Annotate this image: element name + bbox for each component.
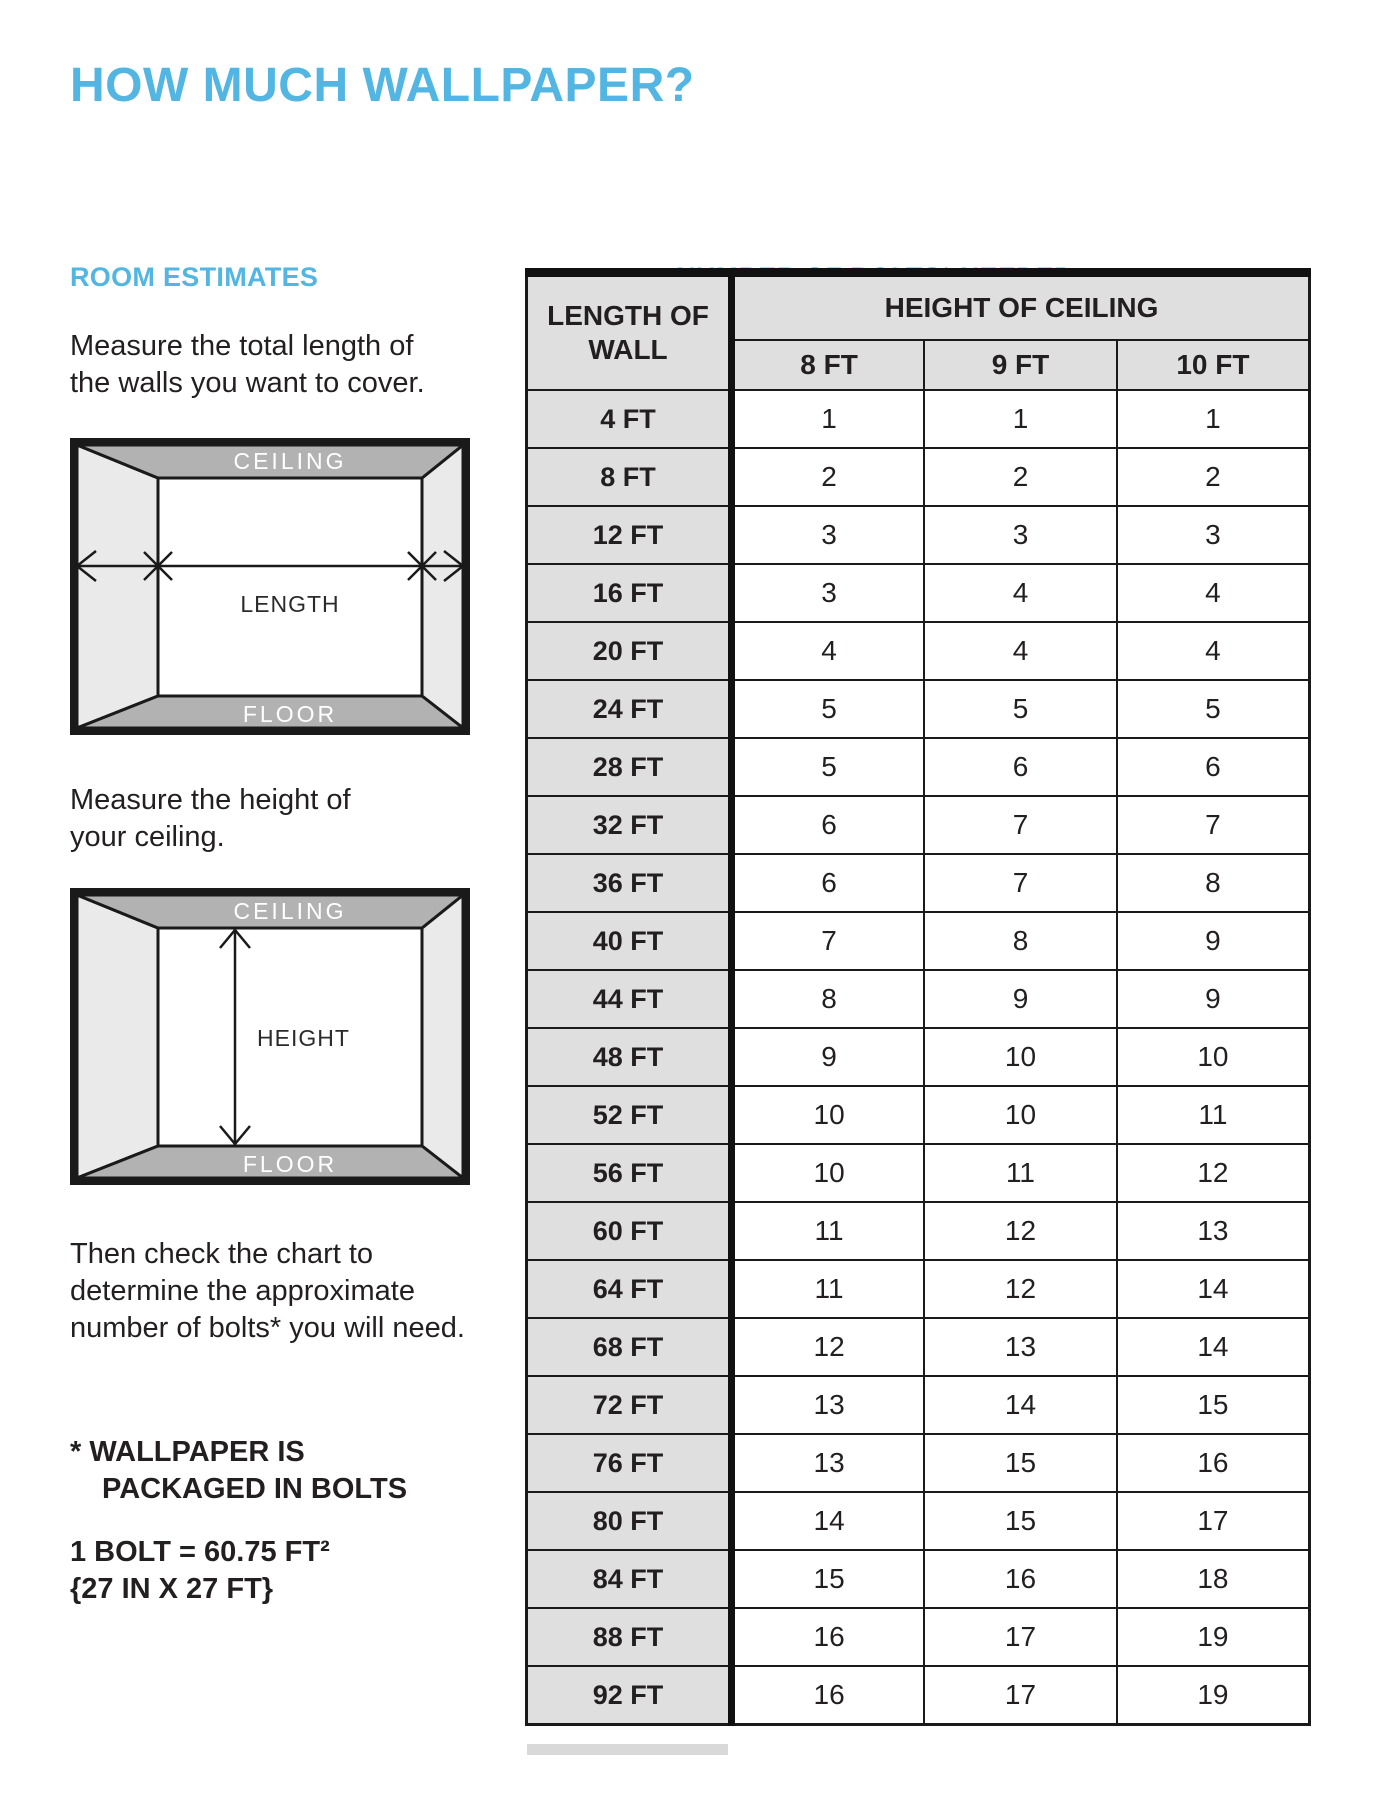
instruction-chart-line2: determine the approximate: [70, 1275, 415, 1307]
bolts-value-cell: 11: [1117, 1086, 1310, 1144]
bolts-value-cell: 3: [1117, 506, 1310, 564]
bolts-value-cell: 14: [924, 1376, 1117, 1434]
bolts-table: [525, 268, 1311, 1726]
bolt-size-line2: {27 IN X 27 FT}: [70, 1573, 274, 1605]
bolts-value-cell: 8: [732, 970, 925, 1028]
wall-length-cell: 36 FT: [527, 854, 732, 912]
bolts-value-cell: 14: [1117, 1260, 1310, 1318]
bolts-value-cell: 19: [1117, 1608, 1310, 1666]
wall-length-cell: 48 FT: [527, 1028, 732, 1086]
bolts-value-cell: 6: [924, 738, 1117, 796]
bolts-value-cell: 8: [924, 912, 1117, 970]
bolts-value-cell: 10: [732, 1144, 925, 1202]
length-label: LENGTH: [240, 591, 340, 617]
table-row: [527, 680, 1310, 738]
floor-label: FLOOR: [242, 1151, 338, 1177]
bolts-value-cell: 14: [1117, 1318, 1310, 1376]
wall-length-cell: 24 FT: [527, 680, 732, 738]
bolts-value-cell: 9: [1117, 970, 1310, 1028]
instruction-length-line1: Measure the total length of: [70, 330, 414, 362]
instruction-length-line2: the walls you want to cover.: [70, 367, 425, 399]
bolts-value-cell: 1: [732, 390, 925, 448]
bolts-value-cell: 13: [732, 1376, 925, 1434]
table-row: [527, 622, 1310, 680]
wall-length-cell: 40 FT: [527, 912, 732, 970]
bolts-value-cell: 2: [924, 448, 1117, 506]
wall-length-cell: 80 FT: [527, 1492, 732, 1550]
table-row: [527, 1318, 1310, 1376]
bolts-value-cell: 17: [924, 1608, 1117, 1666]
wall-length-cell: 20 FT: [527, 622, 732, 680]
bolts-value-cell: 2: [1117, 448, 1310, 506]
wall-length-cell: 84 FT: [527, 1550, 732, 1608]
bolts-value-cell: 12: [924, 1260, 1117, 1318]
wall-length-cell: 68 FT: [527, 1318, 732, 1376]
col-header-9ft: 9 FT: [924, 340, 1117, 390]
instruction-height-line2: your ceiling.: [70, 821, 225, 853]
bolts-value-cell: 9: [924, 970, 1117, 1028]
table-row: [527, 1086, 1310, 1144]
table-row: [527, 1202, 1310, 1260]
bolts-value-cell: 4: [924, 564, 1117, 622]
bolts-value-cell: 12: [1117, 1144, 1310, 1202]
bolts-value-cell: 5: [924, 680, 1117, 738]
right-wall: [422, 895, 463, 1178]
col-header-8ft: 8 FT: [732, 340, 925, 390]
table-row: [527, 1608, 1310, 1666]
table-row: [527, 796, 1310, 854]
bolt-size-info: [70, 1534, 330, 1608]
instruction-chart: [70, 1236, 465, 1347]
instruction-length: [70, 328, 425, 402]
bolts-value-cell: 5: [732, 738, 925, 796]
bolts-value-cell: 13: [732, 1434, 925, 1492]
bolts-value-cell: 18: [1117, 1550, 1310, 1608]
bolts-value-cell: 16: [732, 1666, 925, 1725]
table-row: [527, 912, 1310, 970]
wall-length-cell: 88 FT: [527, 1608, 732, 1666]
wall-length-cell: 64 FT: [527, 1260, 732, 1318]
table-row: [527, 970, 1310, 1028]
bolts-value-cell: 11: [732, 1260, 925, 1318]
wall-length-cell: 12 FT: [527, 506, 732, 564]
table-row: [527, 390, 1310, 448]
bolts-value-cell: 13: [924, 1318, 1117, 1376]
wallpaper-bolts-footnote: [70, 1434, 407, 1508]
ceiling-label: CEILING: [233, 898, 347, 924]
bolts-value-cell: 12: [732, 1318, 925, 1376]
table-row: [527, 448, 1310, 506]
bolts-value-cell: 16: [732, 1608, 925, 1666]
table-row: [527, 1028, 1310, 1086]
instruction-chart-line3: number of bolts* you will need.: [70, 1312, 465, 1344]
bolts-value-cell: 10: [732, 1086, 925, 1144]
length-of-wall-header: LENGTH OF WALL: [527, 273, 732, 391]
bolts-value-cell: 4: [732, 622, 925, 680]
bolts-value-cell: 19: [1117, 1666, 1310, 1725]
bolts-value-cell: 3: [924, 506, 1117, 564]
table-row: [527, 1434, 1310, 1492]
bolts-value-cell: 9: [732, 1028, 925, 1086]
bolts-value-cell: 16: [1117, 1434, 1310, 1492]
wall-length-cell: 92 FT: [527, 1666, 732, 1725]
wall-length-cell: 32 FT: [527, 796, 732, 854]
bolts-value-cell: 4: [1117, 564, 1310, 622]
bolts-value-cell: 7: [924, 854, 1117, 912]
bolt-size-line1: 1 BOLT = 60.75 FT²: [70, 1536, 330, 1568]
floor-label: FLOOR: [242, 701, 338, 727]
wall-length-cell: 8 FT: [527, 448, 732, 506]
table-row: [527, 1666, 1310, 1725]
wall-length-cell: 4 FT: [527, 390, 732, 448]
instruction-height-line1: Measure the height of: [70, 784, 351, 816]
bolts-value-cell: 4: [1117, 622, 1310, 680]
wall-length-cell: 28 FT: [527, 738, 732, 796]
footnote-asterisk: *: [70, 1436, 82, 1468]
footnote-line2: PACKAGED IN BOLTS: [102, 1473, 408, 1505]
table-row: [527, 854, 1310, 912]
wall-length-cell: 52 FT: [527, 1086, 732, 1144]
bolts-value-cell: 17: [924, 1666, 1117, 1725]
bolts-value-cell: 10: [1117, 1028, 1310, 1086]
bolts-value-cell: 6: [732, 854, 925, 912]
bolts-value-cell: 15: [924, 1492, 1117, 1550]
room-height-diagram: [70, 888, 470, 1185]
bolts-value-cell: 15: [924, 1434, 1117, 1492]
bolts-value-cell: 9: [1117, 912, 1310, 970]
table-row: [527, 506, 1310, 564]
bolts-value-cell: 5: [1117, 680, 1310, 738]
bolts-value-cell: 13: [1117, 1202, 1310, 1260]
instruction-height: [70, 782, 351, 856]
footnote-line1: * WALLPAPER IS: [70, 1436, 305, 1468]
bolts-value-cell: 7: [1117, 796, 1310, 854]
table-row: [527, 1144, 1310, 1202]
bolts-value-cell: 6: [1117, 738, 1310, 796]
table-row: [527, 1492, 1310, 1550]
bolts-value-cell: 11: [924, 1144, 1117, 1202]
instruction-chart-line1: Then check the chart to: [70, 1238, 374, 1270]
page-title: HOW MUCH WALLPAPER?: [70, 59, 695, 112]
bolts-value-cell: 4: [924, 622, 1117, 680]
back-wall: [158, 478, 422, 696]
room-length-diagram: [70, 438, 470, 735]
height-label: HEIGHT: [257, 1025, 350, 1051]
wall-length-cell: 16 FT: [527, 564, 732, 622]
right-wall: [422, 445, 463, 728]
bolts-value-cell: 14: [732, 1492, 925, 1550]
height-of-ceiling-header: HEIGHT OF CEILING: [732, 273, 1310, 341]
bolts-value-cell: 7: [924, 796, 1117, 854]
table-footer-strip: [527, 1744, 728, 1755]
bolts-value-cell: 11: [732, 1202, 925, 1260]
bolts-value-cell: 3: [732, 506, 925, 564]
room-estimates-heading: ROOM ESTIMATES: [70, 262, 319, 292]
bolts-value-cell: 8: [1117, 854, 1310, 912]
table-row: [527, 1376, 1310, 1434]
ceiling-label: CEILING: [233, 448, 347, 474]
col-header-10ft: 10 FT: [1117, 340, 1310, 390]
left-wall: [77, 895, 158, 1178]
bolts-value-cell: 12: [924, 1202, 1117, 1260]
table-row: [527, 1260, 1310, 1318]
bolts-value-cell: 7: [732, 912, 925, 970]
wall-length-cell: 44 FT: [527, 970, 732, 1028]
wall-length-cell: 56 FT: [527, 1144, 732, 1202]
bolts-value-cell: 3: [732, 564, 925, 622]
bolts-value-cell: 10: [924, 1028, 1117, 1086]
wall-length-cell: 72 FT: [527, 1376, 732, 1434]
bolts-value-cell: 2: [732, 448, 925, 506]
wall-length-cell: 60 FT: [527, 1202, 732, 1260]
wall-length-cell: 76 FT: [527, 1434, 732, 1492]
bolts-value-cell: 16: [924, 1550, 1117, 1608]
bolts-value-cell: 17: [1117, 1492, 1310, 1550]
bolts-value-cell: 15: [732, 1550, 925, 1608]
bolts-value-cell: 1: [1117, 390, 1310, 448]
bolts-value-cell: 5: [732, 680, 925, 738]
bolts-value-cell: 6: [732, 796, 925, 854]
table-row: [527, 1550, 1310, 1608]
bolts-value-cell: 15: [1117, 1376, 1310, 1434]
table-row: [527, 738, 1310, 796]
bolts-value-cell: 1: [924, 390, 1117, 448]
bolts-value-cell: 10: [924, 1086, 1117, 1144]
left-wall: [77, 445, 158, 728]
table-row: [527, 564, 1310, 622]
bolts-table-body: [527, 390, 1310, 1725]
